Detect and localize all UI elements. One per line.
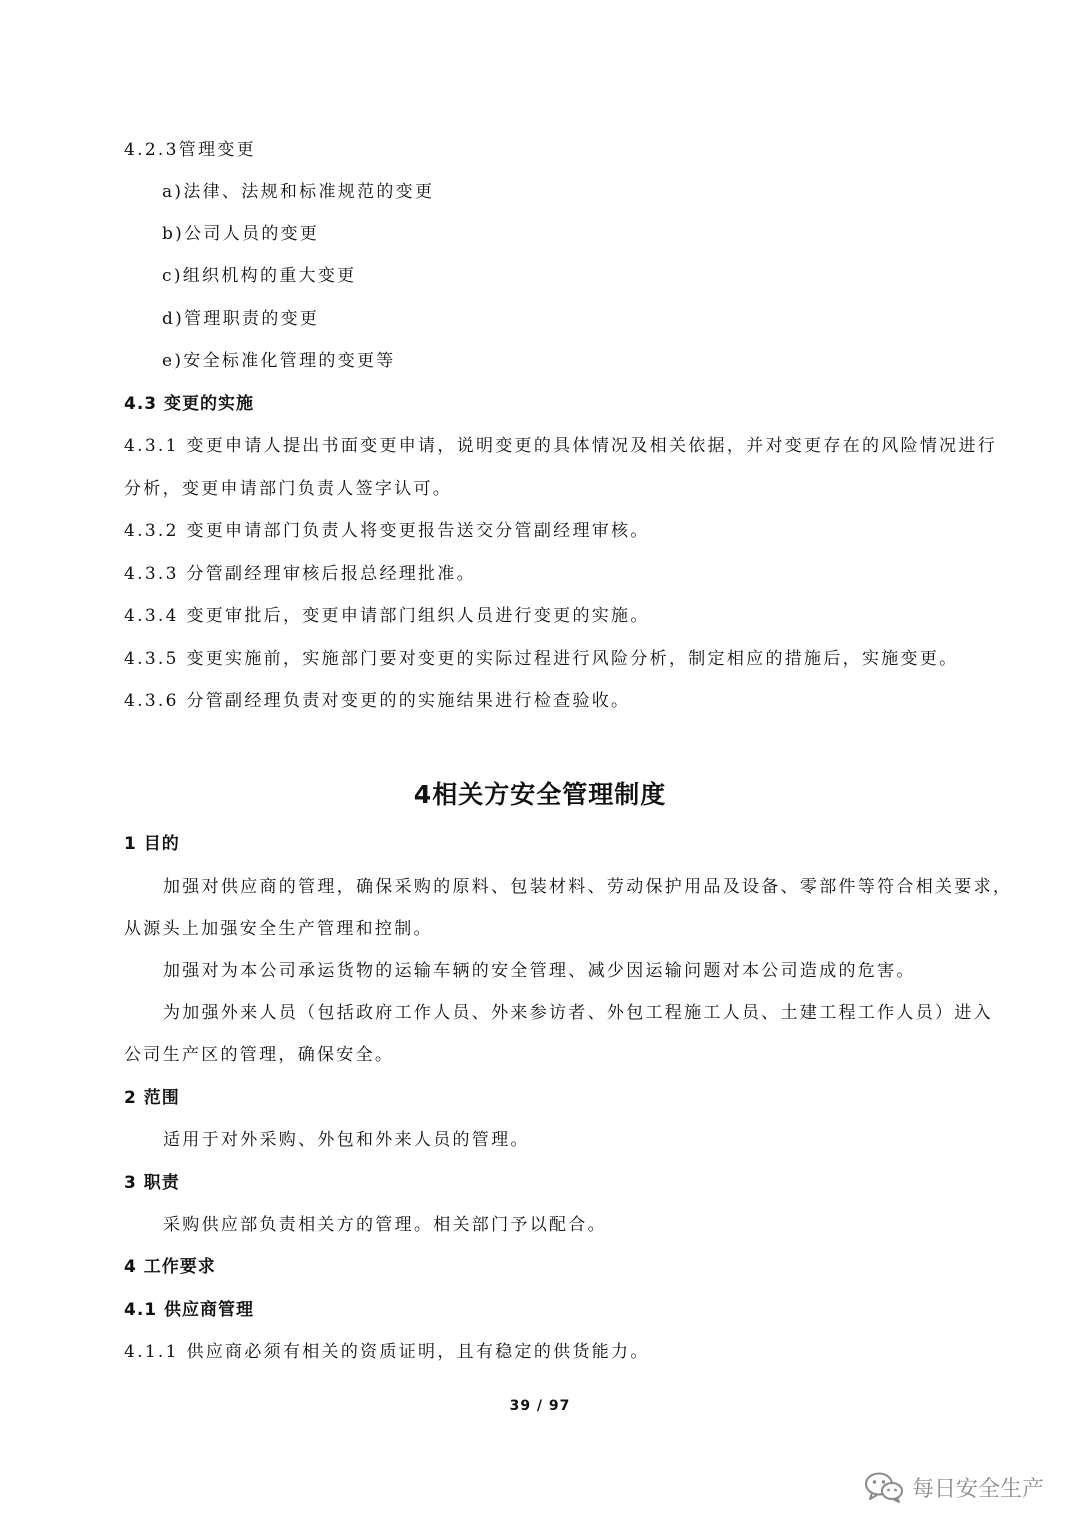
clause-4-3-5: 4.3.5 变更实施前，实施部门要对变更的实际过程进行风险分析，制定相应的措施后，实施变更。 — [124, 649, 959, 669]
paragraph-purpose-1: 加强对供应商的管理，确保采购的原料、包装材料、劳动保护用品及设备、零部件等符合相关要求， — [163, 877, 1013, 897]
clause-4-2-3: 4.2.3管理变更 — [124, 140, 256, 160]
list-item-e: e)安全标准化管理的变更等 — [162, 351, 396, 371]
list-item-c: c)组织机构的重大变更 — [162, 266, 357, 286]
paragraph-purpose-1-cont: 从源头上加强安全生产管理和控制。 — [124, 919, 433, 939]
paragraph-purpose-3-cont: 公司生产区的管理，确保安全。 — [124, 1045, 395, 1065]
heading-4-3: 4.3 变更的实施 — [124, 394, 255, 414]
paragraph-scope: 适用于对外采购、外包和外来人员的管理。 — [163, 1130, 530, 1150]
heading-4-1: 4.1 供应商管理 — [124, 1300, 255, 1320]
list-item-a: a)法律、法规和标准规范的变更 — [162, 182, 435, 202]
heading-responsibility: 3 职责 — [124, 1173, 180, 1193]
clause-4-3-1: 4.3.1 变更申请人提出书面变更申请，说明变更的具体情况及相关依据，并对变更存在的风险情况进行 — [124, 436, 998, 456]
clause-4-3-2: 4.3.2 变更申请部门负责人将变更报告送交分管副经理审核。 — [124, 521, 650, 541]
section-title: 4相关方安全管理制度 — [413, 780, 667, 809]
heading-scope: 2 范围 — [124, 1088, 180, 1108]
heading-purpose: 1 目的 — [124, 834, 180, 854]
clause-4-3-3: 4.3.3 分管副经理审核后报总经理批准。 — [124, 564, 476, 584]
clause-4-3-4: 4.3.4 变更审批后，变更申请部门组织人员进行变更的实施。 — [124, 606, 650, 626]
watermark — [864, 1470, 1044, 1504]
watermark-text: 每日安全生产 — [911, 1476, 1044, 1502]
paragraph-purpose-2: 加强对为本公司承运货物的运输车辆的安全管理、减少因运输问题对本公司造成的危害。 — [163, 961, 916, 981]
paragraph-purpose-3: 为加强外来人员（包括政府工作人员、外来参访者、外包工程施工人员、土建工程工作人员）进入 — [163, 1003, 993, 1023]
wechat-icon — [864, 1470, 904, 1504]
list-item-b: b)公司人员的变更 — [162, 224, 320, 244]
page-number: 39 / 97 — [509, 1398, 571, 1414]
list-item-d: d)管理职责的变更 — [162, 309, 320, 329]
clause-4-3-6: 4.3.6 分管副经理负责对变更的的实施结果进行检查验收。 — [124, 691, 631, 711]
paragraph-responsibility: 采购供应部负责相关方的管理。相关部门予以配合。 — [163, 1215, 607, 1235]
heading-requirements: 4 工作要求 — [124, 1257, 216, 1277]
clause-4-1-1: 4.1.1 供应商必须有相关的资质证明，且有稳定的供货能力。 — [124, 1342, 650, 1362]
clause-4-3-1-cont: 分析，变更申请部门负责人签字认可。 — [124, 479, 453, 499]
